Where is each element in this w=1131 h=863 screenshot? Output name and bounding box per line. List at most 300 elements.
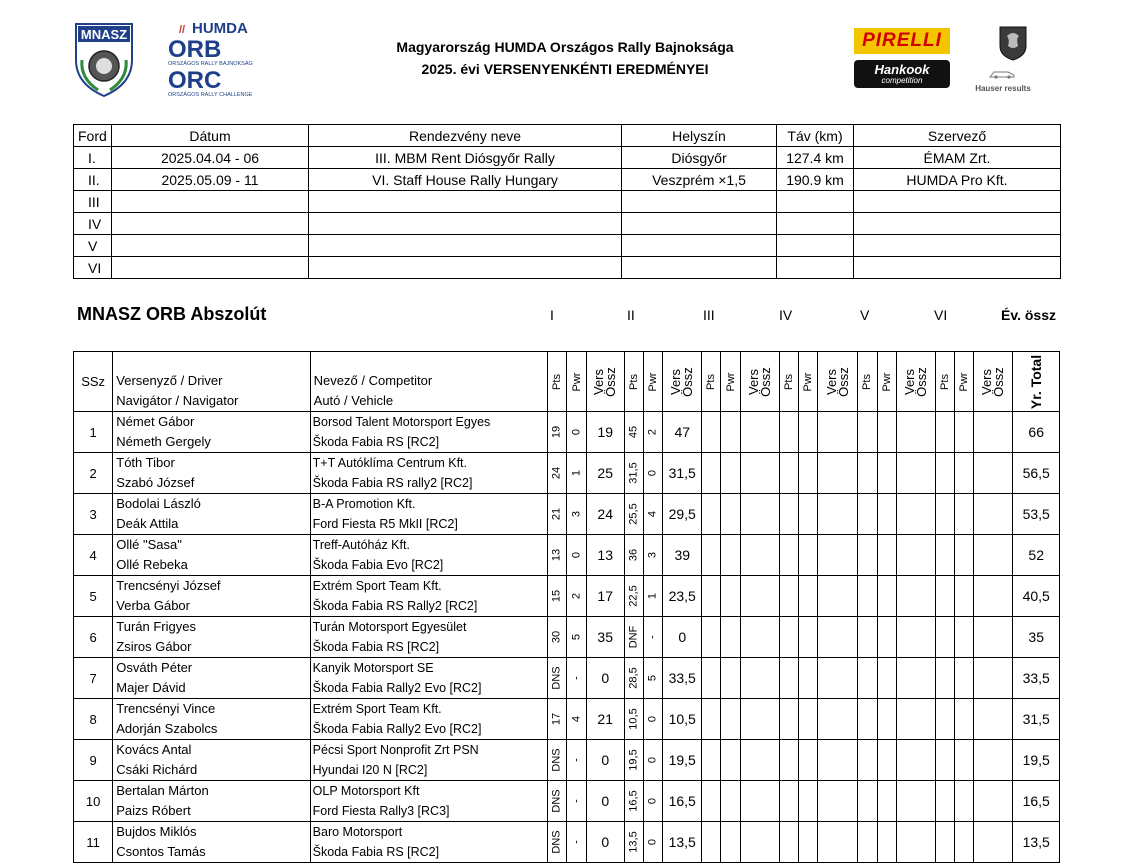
round-3-pts-cell — [702, 699, 721, 740]
position-cell: 3 — [74, 494, 113, 535]
round-pts-value: 10,5 — [627, 708, 640, 730]
col-competitor-line1: Nevező / Competitor — [313, 373, 433, 388]
round-pts-value: 19,5 — [627, 749, 640, 771]
round-2-pwr-cell — [643, 658, 662, 699]
crew-cell — [113, 617, 310, 658]
round-pwr-value: - — [646, 635, 659, 639]
competitor-name: Baro Motorsport — [312, 825, 403, 839]
round-4-pwr-cell — [799, 617, 818, 658]
round-5-pwr-cell — [877, 699, 896, 740]
humda-orb-orc-logo — [165, 18, 260, 100]
event-date: 2025.05.09 - 11 — [112, 169, 309, 191]
round-2-ossz-cell: 31,5 — [663, 453, 702, 494]
round-1-ossz-cell: 13 — [586, 535, 624, 576]
round-5-ossz-cell — [896, 781, 935, 822]
vehicle-name: Ford Fiesta Rally3 [RC3] — [312, 804, 450, 818]
event-location — [622, 213, 777, 235]
round-pts-value: 19 — [550, 425, 563, 439]
round-6-pwr-cell — [955, 494, 974, 535]
round-4-pwr-cell — [799, 453, 818, 494]
col-ossz-line1: Vers — [745, 368, 761, 395]
event-name: III. MBM Rent Diósgyőr Rally — [309, 147, 622, 169]
peugeot-logo — [996, 24, 1030, 62]
crew-cell — [113, 576, 310, 617]
round-5-pwr-cell — [877, 781, 896, 822]
col-date: Dátum — [112, 125, 309, 147]
round-6-ossz-cell — [974, 781, 1013, 822]
round-label-6: VI — [934, 307, 948, 323]
col-ossz-line1: Vers — [979, 368, 995, 395]
driver-name: Bujdos Miklós — [116, 824, 197, 839]
round-pts-value: DNS — [550, 666, 563, 690]
round-5-ossz-cell — [896, 412, 935, 453]
round-3-pts-cell — [702, 412, 721, 453]
round-2-pwr-cell — [643, 453, 662, 494]
event-name — [309, 213, 622, 235]
crew-cell — [113, 699, 310, 740]
round-3-pwr-cell — [721, 699, 740, 740]
event-date — [112, 191, 309, 213]
round-1-ossz-cell: 24 — [586, 494, 624, 535]
vehicle-name: Škoda Fabia Evo [RC2] — [312, 558, 444, 572]
year-total-cell: 66 — [1013, 412, 1060, 453]
round-2-pwr-cell — [643, 781, 662, 822]
vehicle-name: Ford Fiesta R5 MkII [RC2] — [312, 517, 458, 531]
round-6-pts-cell — [935, 617, 954, 658]
hauser-results-logo: Hauser results — [970, 66, 1036, 90]
col-ossz-line2: Össz — [913, 366, 929, 397]
round-2-ossz-cell: 29,5 — [663, 494, 702, 535]
round-pwr-value: 5 — [570, 633, 583, 641]
col-distance: Táv (km) — [777, 125, 854, 147]
col-pwr-label: Pwr — [724, 372, 737, 391]
round-6-ossz-cell — [974, 494, 1013, 535]
round-4-pwr-cell — [799, 781, 818, 822]
col-ossz-line2: Össz — [603, 366, 619, 397]
round-2-pwr-cell — [643, 740, 662, 781]
position-cell: 5 — [74, 576, 113, 617]
navigator-name: Németh Gergely — [116, 434, 211, 449]
event-name: VI. Staff House Rally Hungary — [309, 169, 622, 191]
round-1-pwr-cell — [567, 740, 586, 781]
col-round-5-ossz — [896, 352, 935, 412]
event-date — [112, 213, 309, 235]
col-ossz-line1: Vers — [591, 368, 607, 395]
round-5-pts-cell — [858, 658, 877, 699]
round-1-ossz-cell: 0 — [586, 658, 624, 699]
round-4-pts-cell — [779, 781, 798, 822]
crew-cell — [113, 494, 310, 535]
round-pwr-value: - — [570, 758, 583, 762]
event-round: IV — [74, 213, 112, 235]
event-row — [74, 235, 1061, 257]
round-4-pts-cell — [779, 453, 798, 494]
round-4-ossz-cell — [818, 617, 858, 658]
round-pwr-value: 0 — [570, 551, 583, 559]
round-pwr-value: 0 — [646, 469, 659, 477]
svg-text:MNASZ: MNASZ — [80, 27, 128, 42]
round-pts-value: 36 — [627, 548, 640, 562]
round-2-pts-cell — [624, 781, 643, 822]
col-round-3-pts — [702, 352, 721, 412]
round-6-pts-cell — [935, 740, 954, 781]
year-total-cell: 35 — [1013, 617, 1060, 658]
competitor-name: OLP Motorsport Kft — [312, 784, 420, 798]
round-5-ossz-cell — [896, 617, 935, 658]
round-label-3: III — [703, 307, 715, 323]
col-round-3-pwr — [721, 352, 740, 412]
table-row — [74, 494, 1060, 535]
round-4-pwr-cell — [799, 576, 818, 617]
round-1-pts-cell — [548, 412, 567, 453]
col-pts-label: Pts — [627, 373, 640, 390]
round-5-ossz-cell — [896, 576, 935, 617]
round-2-pwr-cell — [643, 412, 662, 453]
col-ossz-line2: Össz — [991, 366, 1007, 397]
table-row — [74, 822, 1060, 863]
col-competitor — [310, 352, 548, 412]
svg-text:ORB: ORB — [168, 36, 222, 63]
position-cell: 9 — [74, 740, 113, 781]
col-round-4-pwr — [799, 352, 818, 412]
col-round-1-ossz — [586, 352, 624, 412]
round-3-pts-cell — [702, 535, 721, 576]
col-round-3-ossz — [740, 352, 779, 412]
round-2-pts-cell — [624, 658, 643, 699]
col-driver — [113, 352, 310, 412]
round-5-pts-cell — [858, 412, 877, 453]
competitor-cell — [310, 576, 548, 617]
vehicle-name: Škoda Fabia Rally2 Evo [RC2] — [312, 722, 482, 736]
col-ossz-label — [823, 366, 851, 397]
round-2-pts-cell — [624, 576, 643, 617]
driver-name: Osváth Péter — [116, 660, 193, 675]
competitor-cell — [310, 781, 548, 822]
competitor-name: Pécsi Sport Nonprofit Zrt PSN — [312, 743, 479, 757]
round-pts-value: 15 — [550, 589, 563, 603]
event-distance — [777, 191, 854, 213]
round-pwr-value: 0 — [646, 797, 659, 805]
event-organizer: ÉMAM Zrt. — [854, 147, 1061, 169]
crew-cell — [113, 781, 310, 822]
crew-cell — [113, 740, 310, 781]
competitor-cell — [310, 740, 548, 781]
round-4-ossz-cell — [818, 658, 858, 699]
competitor-name: Treff-Autóház Kft. — [312, 538, 410, 552]
round-pts-value: DNF — [627, 625, 640, 649]
table-row — [74, 453, 1060, 494]
round-4-pts-cell — [779, 494, 798, 535]
round-pts-value: DNS — [550, 748, 563, 772]
round-4-ossz-cell — [818, 822, 858, 863]
competitor-cell — [310, 699, 548, 740]
svg-text://: // — [179, 24, 186, 36]
crew-cell — [113, 453, 310, 494]
competitor-name: Extrém Sport Team Kft. — [312, 702, 442, 716]
svg-text:ORC: ORC — [168, 67, 222, 94]
event-row — [74, 191, 1061, 213]
col-event-name: Rendezvény neve — [309, 125, 622, 147]
event-organizer — [854, 213, 1061, 235]
round-2-pts-cell — [624, 535, 643, 576]
round-5-pwr-cell — [877, 617, 896, 658]
round-1-pts-cell — [548, 453, 567, 494]
position-cell: 4 — [74, 535, 113, 576]
yearly-total-label: Év. össz — [1001, 307, 1056, 323]
round-2-pts-cell — [624, 412, 643, 453]
position-cell: 1 — [74, 412, 113, 453]
round-6-pwr-cell — [955, 617, 974, 658]
round-4-pwr-cell — [799, 412, 818, 453]
competitor-cell — [310, 412, 548, 453]
driver-name: Trencsényi Vince — [116, 701, 216, 716]
round-3-ossz-cell — [740, 740, 779, 781]
table-row — [74, 658, 1060, 699]
col-pwr-label: Pwr — [958, 372, 971, 391]
events-table — [73, 124, 1061, 279]
year-total-cell: 31,5 — [1013, 699, 1060, 740]
col-pts-label: Pts — [551, 373, 564, 390]
svg-text:ORSZÁGOS RALLY BAJNOKSÁG: ORSZÁGOS RALLY BAJNOKSÁG — [168, 61, 253, 67]
round-pts-value: 21 — [550, 507, 563, 521]
round-1-pts-cell — [548, 494, 567, 535]
round-label-5: V — [860, 307, 870, 323]
page-subtitle: 2025. évi VERSENYENKÉNTI EREDMÉNYEI — [421, 61, 709, 77]
competitor-cell — [310, 453, 548, 494]
round-1-pts-cell — [548, 576, 567, 617]
round-3-pwr-cell — [721, 740, 740, 781]
round-2-pwr-cell — [643, 576, 662, 617]
round-6-pwr-cell — [955, 535, 974, 576]
round-4-pts-cell — [779, 412, 798, 453]
round-2-ossz-cell: 16,5 — [663, 781, 702, 822]
round-3-ossz-cell — [740, 576, 779, 617]
col-round-2-pwr — [643, 352, 662, 412]
round-1-pts-cell — [548, 740, 567, 781]
col-round-5-pwr — [877, 352, 896, 412]
round-pts-value: 13 — [550, 548, 563, 562]
round-pts-value: DNS — [550, 789, 563, 813]
round-6-pwr-cell — [955, 699, 974, 740]
col-pts-label: Pts — [938, 373, 951, 390]
round-4-ossz-cell — [818, 535, 858, 576]
round-3-pwr-cell — [721, 617, 740, 658]
round-2-ossz-cell: 23,5 — [663, 576, 702, 617]
col-pts-label: Pts — [782, 373, 795, 390]
round-pts-value: 25,5 — [627, 503, 640, 525]
col-round-6-pts — [935, 352, 954, 412]
event-row — [74, 147, 1061, 169]
round-3-pwr-cell — [721, 535, 740, 576]
round-6-ossz-cell — [974, 535, 1013, 576]
round-5-pwr-cell — [877, 576, 896, 617]
round-4-ossz-cell — [818, 494, 858, 535]
round-5-ossz-cell — [896, 699, 935, 740]
round-6-pts-cell — [935, 781, 954, 822]
table-row — [74, 412, 1060, 453]
year-total-cell: 53,5 — [1013, 494, 1060, 535]
round-6-ossz-cell — [974, 412, 1013, 453]
mnasz-logo — [68, 20, 140, 98]
round-4-pts-cell — [779, 658, 798, 699]
round-2-ossz-cell: 39 — [663, 535, 702, 576]
round-1-pwr-cell — [567, 535, 586, 576]
event-location: Diósgyőr — [622, 147, 777, 169]
round-2-pts-cell — [624, 617, 643, 658]
event-round: V — [74, 235, 112, 257]
round-6-pts-cell — [935, 658, 954, 699]
round-pts-value: 13,5 — [627, 831, 640, 853]
round-5-pts-cell — [858, 740, 877, 781]
round-5-pwr-cell — [877, 822, 896, 863]
round-pwr-value: 0 — [646, 838, 659, 846]
col-round-2-pts — [624, 352, 643, 412]
event-location — [622, 191, 777, 213]
competitor-name: T+T Autóklíma Centrum Kft. — [312, 456, 467, 470]
col-driver-line1: Versenyző / Driver — [116, 373, 223, 388]
event-row — [74, 213, 1061, 235]
event-name — [309, 191, 622, 213]
round-pts-value: 24 — [550, 466, 563, 480]
position-cell: 7 — [74, 658, 113, 699]
round-4-pwr-cell — [799, 822, 818, 863]
round-3-ossz-cell — [740, 658, 779, 699]
round-label-2: II — [627, 307, 635, 323]
round-4-pwr-cell — [799, 658, 818, 699]
round-4-pwr-cell — [799, 494, 818, 535]
competitor-cell — [310, 658, 548, 699]
col-location: Helyszín — [622, 125, 777, 147]
position-cell: 11 — [74, 822, 113, 863]
vehicle-name: Hyundai I20 N [RC2] — [312, 763, 428, 777]
round-3-pts-cell — [702, 822, 721, 863]
round-label-4: IV — [779, 307, 793, 323]
vehicle-name: Škoda Fabia RS [RC2] — [312, 435, 440, 449]
round-1-ossz-cell: 19 — [586, 412, 624, 453]
event-organizer — [854, 257, 1061, 279]
round-3-pts-cell — [702, 494, 721, 535]
round-5-ossz-cell — [896, 822, 935, 863]
round-5-pts-cell — [858, 494, 877, 535]
round-pwr-value: 1 — [570, 469, 583, 477]
col-ossz-line1: Vers — [823, 368, 839, 395]
round-1-ossz-cell: 25 — [586, 453, 624, 494]
round-3-ossz-cell — [740, 412, 779, 453]
event-round: II. — [74, 169, 112, 191]
round-5-pts-cell — [858, 699, 877, 740]
round-4-ossz-cell — [818, 740, 858, 781]
results-header-row — [74, 352, 1060, 412]
col-pwr-label: Pwr — [802, 372, 815, 391]
col-round-6-ossz — [974, 352, 1013, 412]
round-2-pts-cell — [624, 740, 643, 781]
round-6-pwr-cell — [955, 822, 974, 863]
hankook-logo: Hankook competition — [854, 60, 950, 88]
col-ssz: SSz — [74, 352, 113, 412]
position-cell: 6 — [74, 617, 113, 658]
event-round: III — [74, 191, 112, 213]
results-table — [73, 351, 1060, 863]
year-total-cell: 52 — [1013, 535, 1060, 576]
round-2-pts-cell — [624, 453, 643, 494]
competitor-name: Extrém Sport Team Kft. — [312, 579, 442, 593]
round-2-ossz-cell: 13,5 — [663, 822, 702, 863]
svg-text:HUMDA: HUMDA — [192, 20, 248, 37]
year-total-cell: 56,5 — [1013, 453, 1060, 494]
competitor-name: Turán Motorsport Egyesület — [312, 620, 467, 634]
col-ford: Ford — [74, 125, 112, 147]
position-cell: 8 — [74, 699, 113, 740]
round-1-pwr-cell — [567, 576, 586, 617]
col-round-1-pts — [548, 352, 567, 412]
crew-cell — [113, 535, 310, 576]
driver-name: Turán Frigyes — [116, 619, 196, 634]
round-5-ossz-cell — [896, 535, 935, 576]
col-ossz-line2: Össz — [680, 366, 696, 397]
round-pts-value: DNS — [550, 830, 563, 854]
navigator-name: Csáki Richárd — [116, 762, 198, 777]
round-5-pts-cell — [858, 576, 877, 617]
round-1-ossz-cell: 0 — [586, 822, 624, 863]
table-row — [74, 535, 1060, 576]
competitor-name: Borsod Talent Motorsport Egyes — [312, 415, 491, 429]
round-5-pts-cell — [858, 781, 877, 822]
round-pwr-value: 4 — [570, 715, 583, 723]
col-ossz-line2: Össz — [835, 366, 851, 397]
round-pwr-value: - — [570, 840, 583, 844]
event-row — [74, 169, 1061, 191]
round-3-ossz-cell — [740, 617, 779, 658]
round-4-pts-cell — [779, 740, 798, 781]
round-5-pwr-cell — [877, 658, 896, 699]
round-6-ossz-cell — [974, 658, 1013, 699]
round-5-ossz-cell — [896, 740, 935, 781]
navigator-name: Szabó József — [116, 475, 195, 490]
vehicle-name: Škoda Fabia RS [RC2] — [312, 845, 440, 859]
round-pwr-value: 0 — [646, 715, 659, 723]
round-4-pts-cell — [779, 617, 798, 658]
round-3-pts-cell — [702, 740, 721, 781]
round-5-ossz-cell — [896, 494, 935, 535]
crew-cell — [113, 658, 310, 699]
round-5-ossz-cell — [896, 658, 935, 699]
event-date: 2025.04.04 - 06 — [112, 147, 309, 169]
event-location: Veszprém ×1,5 — [622, 169, 777, 191]
round-pwr-value: 0 — [646, 756, 659, 764]
round-5-pts-cell — [858, 822, 877, 863]
round-4-pts-cell — [779, 822, 798, 863]
round-5-pwr-cell — [877, 740, 896, 781]
round-1-pwr-cell — [567, 781, 586, 822]
round-5-pwr-cell — [877, 494, 896, 535]
table-row — [74, 740, 1060, 781]
col-ossz-line1: Vers — [668, 368, 684, 395]
round-3-pwr-cell — [721, 822, 740, 863]
events-header-row — [74, 125, 1061, 147]
round-pwr-value: - — [570, 799, 583, 803]
col-pwr-label: Pwr — [570, 372, 583, 391]
round-pts-value: 28,5 — [627, 667, 640, 689]
round-2-pts-cell — [624, 699, 643, 740]
competitor-cell — [310, 494, 548, 535]
col-pts-label: Pts — [705, 373, 718, 390]
round-4-pts-cell — [779, 535, 798, 576]
round-pts-value: 30 — [550, 630, 563, 644]
competitor-cell — [310, 822, 548, 863]
round-3-pts-cell — [702, 453, 721, 494]
round-3-pts-cell — [702, 658, 721, 699]
round-4-pwr-cell — [799, 740, 818, 781]
